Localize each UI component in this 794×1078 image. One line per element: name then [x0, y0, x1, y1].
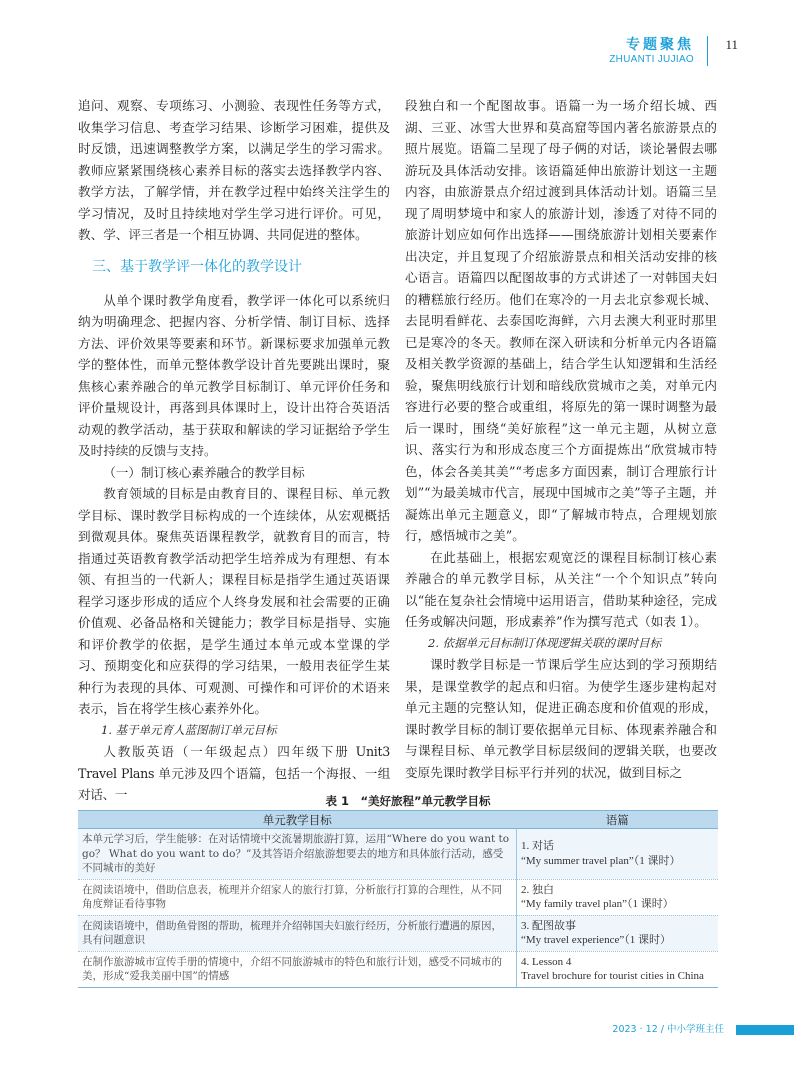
table-row — [78, 879, 718, 915]
paragraph: 人教版英语（一年级起点）四年级下册 Unit3 Travel Plans 单元涉及四个语篇，包括一个海报、一组对话、一 — [78, 744, 390, 802]
objective-cell: 本单元学习后，学生能够：在对话情境中交流暑期旅游打算，运用“Where do you want to go？ What do you want to do？”及其答语介绍旅游想要去的地方和具体旅行活动，感受不同城市的美好 — [78, 829, 517, 880]
paragraph: 段独白和一个配图故事。语篇一为一场介绍长城、西湖、三亚、冰雪大世界和莫高窟等国内著名旅游景点的照片展览。语篇二呈现了母子俩的对话，谈论暑假去哪游玩及具体活动安排。该语篇延伸出旅游计划这一主题内容，由旅游景点介绍过渡到具体活动计划。语篇三呈现了周明梦境中和家人的旅游计划，渗透了对待不同的旅游计划应如何作出选择——围绕旅游计划相关要素作出决定，并且复现了介绍旅游景点和相关活动安排的核心语言。语篇四以配图故事的方式讲述了一对韩国夫妇的糟糕旅行经历。他们在寒冷的一月去北京参观长城、去昆明看鲜花、去泰国吃海鲜，六月去澳大利亚时那里已是寒冷的冬天。教师在深入研读和分析单元内各语篇及相关教学资源的基础上，结合学生认知逻辑和生活经验，聚焦明线旅行计划和暗线欣赏城市之美，对单元内容进行必要的整合或重组，将原先的第一课时调整为最后一课时，围绕“美好旅程”这一单元主题，从树立意识、落实行为和形成态度三个方面提炼出“欣赏城市特色，体会各美其美”“考虑多方面因素，制订合理旅行计划”“为最美城市代言，展现中国城市之美”等子主题，并凝炼出单元主题意义，即“了解城市特点，合理规划旅行，感悟城市之美”。 — [405, 98, 717, 543]
footer-accent-bar — [736, 1025, 794, 1035]
unit-objectives-table — [78, 793, 718, 988]
paragraph: 课时教学目标是一节课后学生应达到的学习预期结果，是课堂教学的起点和归宿。为使学生逐步建构起对单元主题的完整认知，促进正确态度和价值观的形成，课时教学目标的制订要依据单元目标、体现素养融合和与课程目标、单元教学目标层级间的逻辑关联，也要改变原先课时教学目标平行并列的状况，做到目标之 — [405, 657, 717, 780]
journal-issue: 2023 · 12 / 中小学班主任 — [612, 1024, 724, 1035]
text-cell — [517, 879, 719, 915]
column-header-text: 语篇 — [517, 811, 719, 829]
table-row — [78, 829, 718, 880]
objective-cell: 在阅读语境中，借助鱼骨图的帮助，梳理并介绍韩国夫妇旅行经历，分析旅行遭遇的原因，具有问题意识 — [78, 915, 517, 951]
text-title: “My family travel plan”（1 课时） — [521, 898, 674, 910]
text-number: 1. 对话 — [521, 840, 554, 853]
paragraph: 从单个课时教学角度看，教学评一体化可以系统归纳为明确理念、把握内容、分析学情、制订目标、选择方法、评价效果等要素和环节。新课标要求加强单元教学的整体性，而单元整体教学设计首先要跳出课时，聚焦核心素养融合的单元教学目标制订、单元评价任务和评价量规设计，再落到具体课时上，设计出符合英语活动观的教学活动，基于获取和解读的学习证据给予学生及时持续的反馈与支持。 — [78, 292, 390, 458]
page-header — [438, 34, 738, 74]
table-row — [78, 915, 718, 951]
text-title: “My travel experience”（1 课时） — [521, 934, 671, 946]
table-header-row — [78, 811, 718, 829]
page-footer — [494, 1024, 794, 1036]
text-cell — [517, 829, 719, 880]
column-header-objective: 单元教学目标 — [78, 811, 517, 829]
left-column — [78, 95, 390, 806]
text-cell — [517, 951, 719, 987]
column-brand-pinyin: ZHUANTI JUJIAO — [609, 54, 694, 65]
paragraph: 教育领域的目标是由教育目的、课程目标、单元教学目标、课时教学目标构成的一个连续体，从宏观概括到微观具体。聚焦英语课程教学，就教育目的而言，特指通过英语教育教学活动把学生培养成为有理想、有本领、有担当的一代新人；课程目标是指学生通过英语课程学习逐步形成的适应个人终身发展和社会需要的正确价值观、必备品格和关键能力；教学目标是指导、实施和评价教学的依据，是学生通过本单元或本堂课的学习、预期变化和应获得的学习结果，一般用表征学生某种行为表现的具体、可观测、可操作和可评价的术语来表示，旨在将学生核心素养外化。 — [78, 486, 390, 716]
text-number: 4. Lesson 4 — [521, 955, 572, 968]
text-title: “My summer travel plan”（1 课时） — [521, 854, 681, 867]
table — [78, 810, 718, 988]
text-title: Travel brochure for tourist cities in China — [521, 970, 704, 982]
page-number: 11 — [725, 37, 738, 52]
text-number: 2. 独白 — [521, 883, 554, 896]
header-divider — [707, 36, 708, 66]
paragraph: 在此基础上，根据宏观宽泛的课程目标制订核心素养融合的单元教学目标，从关注“一个个知识点”转向以“能在复杂社会情境中运用语言，借助某种途径，完成任务或解决问题，形成素养”作为撰写范式（如表 1）。 — [405, 549, 717, 629]
column-brand: 专题聚焦 — [626, 37, 694, 53]
paragraph: 追问、观察、专项练习、小测验、表现性任务等方式，收集学习信息、考查学习结果、诊断学习困难，提供及时反馈，迅速调整教学方案，以满足学生的学习需求。教师应紧紧围绕核心素养目标的落实去选择教学内容、教学方法，了解学情，并在教学过程中始终关注学生的学习情况，及时且持续地对学生学习进行评价。可见，教、学、评三者是一个相互协调、共同促进的整体。 — [78, 98, 390, 242]
subsection-heading: 1. 基于单元育人蓝图制订单元目标 — [101, 722, 277, 737]
subsection-heading: （一）制订核心素养融合的教学目标 — [103, 464, 305, 480]
right-column — [405, 95, 717, 783]
objective-cell: 在制作旅游城市宣传手册的情境中，介绍不同旅游城市的特色和旅行计划，感受不同城市的美，形成“爱我美丽中国”的情感 — [78, 951, 517, 987]
text-cell — [517, 915, 719, 951]
table-row — [78, 951, 718, 987]
table-caption: 表 1 “美好旅程”单元教学目标 — [325, 794, 491, 808]
section-title: 三、基于教学评一体化的教学设计 — [92, 258, 302, 275]
objective-cell: 在阅读语境中，借助信息表，梳理并介绍家人的旅行打算，分析旅行打算的合理性，从不同角度辩证看待事物 — [78, 879, 517, 915]
subsection-heading: 2. 依据单元目标制订体现逻辑关联的课时目标 — [428, 635, 662, 650]
text-number: 3. 配图故事 — [521, 919, 576, 932]
